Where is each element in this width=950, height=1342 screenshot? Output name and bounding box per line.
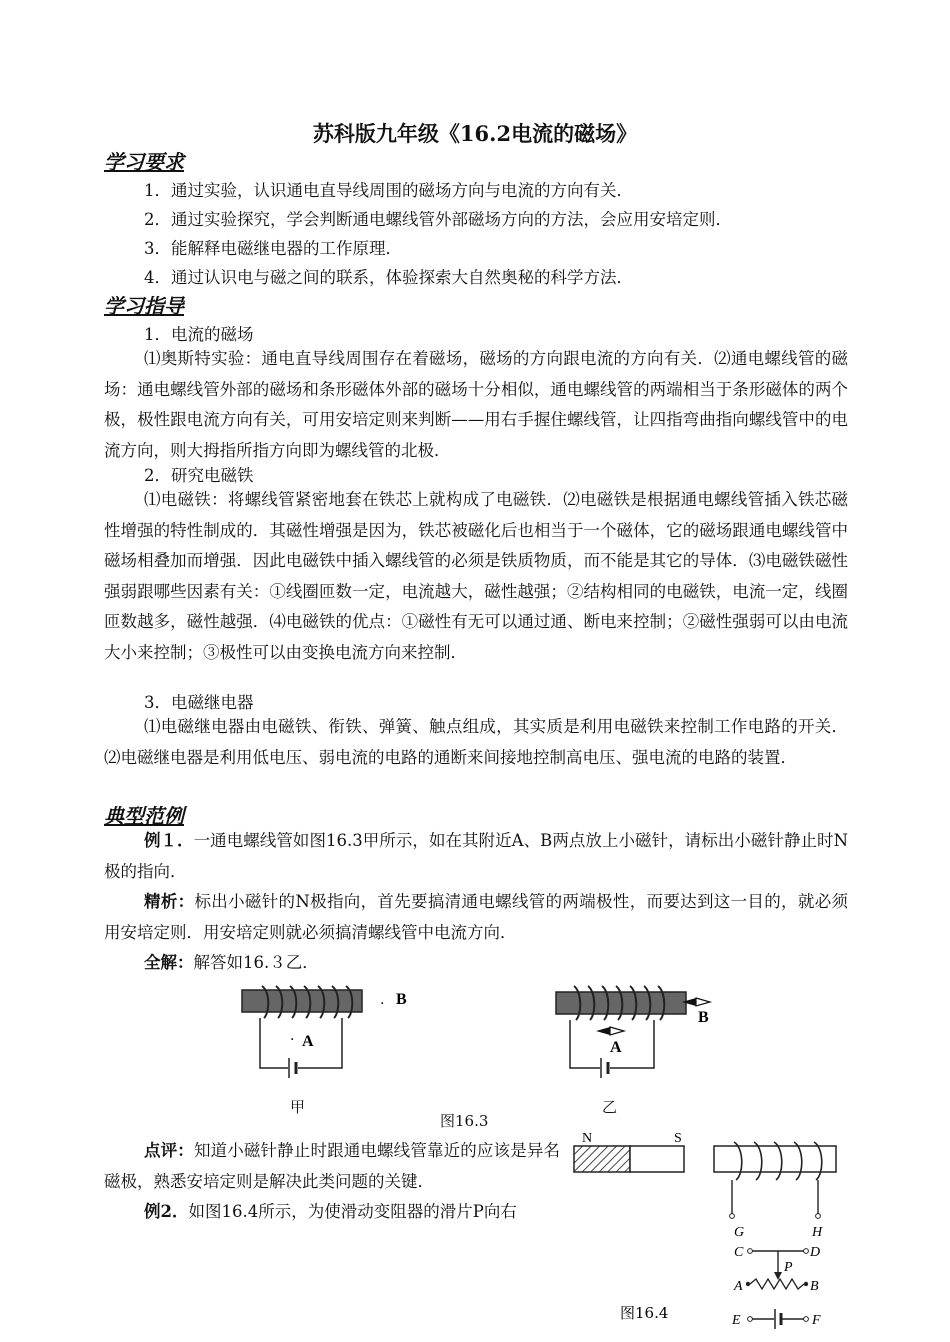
guide-paragraph: ⑴电磁继电器由电磁铁、衔铁、弹簧、触点组成，其实质是利用电磁铁来控制工作电路的开关．⑵电磁继电器是利用低电压、弱电流的电路的通断来间接地控制高电压、强电流的电路的装置． (104, 717, 848, 767)
example1-answer (104, 948, 848, 979)
requirement-item: 1．通过实验，认识通电直导线周围的磁场方向与电流的方向有关． (144, 181, 633, 200)
figure-16-3-left (238, 982, 438, 1102)
terminal-h-label: H (812, 1225, 823, 1240)
guide-subheading: 3．电磁继电器 (144, 693, 254, 712)
answer-text: 解答如16.３乙． (193, 953, 319, 972)
magnet-s-label: S (674, 1131, 682, 1146)
comment-text: 知道小磁针静止时跟通电螺线管靠近的应该是异名磁极，熟悉安培定则是解决此类问题的关键． (104, 1141, 560, 1191)
example2-label: 例2． (144, 1202, 189, 1221)
point-b-dot: · (380, 996, 385, 1012)
figure-16-3-caption: 图16.3 (440, 1112, 489, 1130)
analysis-label: 精析： (144, 892, 195, 911)
terminal-h (816, 1214, 821, 1219)
figure-16-4-caption: 图16.4 (620, 1304, 669, 1322)
solenoid-core (714, 1146, 836, 1172)
example2-text: 如图16.4所示，为使滑动变阻器的滑片P向右 (188, 1202, 517, 1221)
terminal-a-label: A (734, 1279, 743, 1294)
terminal-d-label: D (810, 1245, 821, 1260)
terminal-c-label: C (734, 1245, 744, 1260)
page-title: 苏科版九年级《16.2电流的磁场》 (312, 121, 638, 146)
guide-subheading: 2．研究电磁铁 (144, 466, 254, 485)
point-a-dot: · (290, 1032, 295, 1048)
bar-magnet-s-half (630, 1146, 684, 1172)
figure-caption-right: 乙 (602, 1098, 618, 1116)
slider-p-label: P (784, 1260, 793, 1275)
example2-question (104, 1197, 560, 1228)
figure-16-3-right (552, 982, 742, 1102)
terminal-c (748, 1249, 753, 1254)
guide-paragraph: ⑴电磁铁：将螺线管紧密地套在铁芯上就构成了电磁铁．⑵电磁铁是根据通电螺线管插入铁芯磁性增强的特性制成的．其磁性增强是因为，铁芯被磁化后也相当于一个磁体，它的磁场跟通电螺线管中磁场相叠加而增强．因此电磁铁中插入螺线管的必须是铁质物质，而不能是其它的导体．⑶电磁铁磁性强弱跟哪些因素有关：①线圈匝数一定，电流越大，磁性越强；②结构相同的电磁铁，电流一定，线圈匝数越多，磁性越强．⑷电磁铁的优点：①磁性有无可以通过通、断电来控制；②磁性强弱可以由电流大小来控制；③极性可以由变换电流方向来控制． (104, 490, 848, 662)
compass-needle-a-icon (596, 1027, 624, 1035)
rheostat-resistor (750, 1279, 804, 1289)
figure-caption-left: 甲 (290, 1098, 306, 1116)
terminal-f-label: F (812, 1313, 821, 1328)
point-b-label: B (396, 991, 407, 1008)
example1-question (104, 826, 848, 887)
point-a-label: A (302, 1033, 314, 1050)
guide-subheading: 1．电流的磁场 (144, 325, 254, 344)
bar-magnet-n-half (574, 1146, 630, 1172)
requirement-item: 3．能解释电磁继电器的工作原理． (144, 239, 402, 258)
requirement-item: 2．通过实验探究，学会判断通电螺线管外部磁场方向的方法，会应用安培定则． (144, 210, 732, 229)
terminal-e-label: E (732, 1313, 741, 1328)
terminal-d (804, 1249, 809, 1254)
example1-text: 一通电螺线管如图16.3甲所示，如在其附近A、B两点放上小磁针，请标出小磁针静止时N极的指向． (104, 831, 849, 881)
slider-arrow-icon (774, 1272, 782, 1280)
circuit-wire (570, 1020, 600, 1068)
example1-comment (104, 1136, 560, 1197)
figure-16-4 (568, 1126, 858, 1342)
analysis-text: 标出小磁针的N极指向，首先要搞清通电螺线管的两端极性，而要达到这一目的，就必须用安培定则．用安培定则就必须搞清螺线管中电流方向． (104, 892, 849, 942)
terminal-g (730, 1214, 735, 1219)
section-heading-guide: 学习指导 (104, 294, 184, 318)
terminal-e (748, 1317, 753, 1322)
magnet-n-label: N (582, 1131, 593, 1146)
section-heading-examples: 典型范例 (104, 804, 184, 828)
section-heading-requirements: 学习要求 (104, 150, 184, 174)
terminal-g-label: G (734, 1225, 745, 1240)
requirement-item: 4．通过认识电与磁之间的联系，体验探索大自然奥秘的科学方法． (144, 268, 633, 287)
point-a-label: A (610, 1039, 622, 1056)
example1-label: 例１． (144, 831, 194, 850)
terminal-f (804, 1317, 809, 1322)
answer-label: 全解： (144, 953, 194, 972)
example1-analysis (104, 887, 848, 948)
circuit-wire (260, 1018, 288, 1068)
terminal-b-label: B (810, 1279, 819, 1294)
guide-paragraph: ⑴奥斯特实验：通电直导线周围存在着磁场，磁场的方向跟电流的方向有关．⑵通电螺线管的磁场：通电螺线管外部的磁场和条形磁体外部的磁场十分相似，通电螺线管的两端相当于条形磁体的两个极，极性跟电流方向有关，可用安培定则来判断——用右手握住螺线管，让四指弯曲指向螺线管中的电流方向，则大拇指所指方向即为螺线管的北极． (104, 349, 848, 460)
comment-label: 点评： (144, 1141, 194, 1160)
solenoid-core (242, 990, 362, 1012)
terminal-b (804, 1282, 808, 1286)
terminal-a (746, 1282, 750, 1286)
point-b-label: B (698, 1009, 709, 1026)
